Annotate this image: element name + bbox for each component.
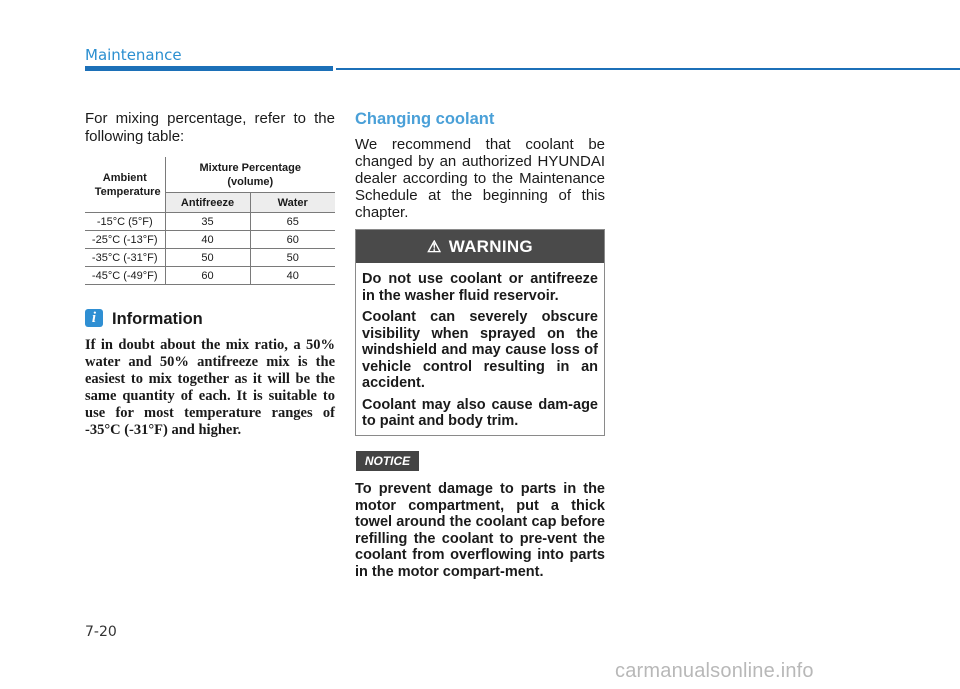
mixing-intro: For mixing percentage, refer to the following table:	[85, 110, 335, 145]
warning-paragraph: Do not use coolant or antifreeze in the washer fluid reservoir.	[362, 271, 598, 304]
notice-badge: NOTICE	[356, 451, 419, 471]
cell-temp: -45°C (-49°F)	[85, 267, 165, 285]
information-text: If in doubt about the mix ratio, a 50% water and 50% antifreeze mix is the easiest to mix together as it will be the same quantity of each. It is suitable to use for most temperature ranges of -35°C (-31°F) and higher.	[85, 337, 335, 438]
information-title: Information	[112, 310, 203, 328]
warning-triangle-icon: ⚠	[427, 238, 442, 256]
watermark-text: carmanualsonline.info	[615, 660, 814, 682]
cell-temp: -15°C (5°F)	[85, 213, 165, 231]
header-antifreeze: Antifreeze	[165, 193, 250, 213]
cell-antifreeze: 40	[165, 231, 250, 249]
table-row	[85, 231, 335, 249]
cell-antifreeze: 35	[165, 213, 250, 231]
changing-coolant-title: Changing coolant	[355, 110, 495, 128]
header-rule-thick	[85, 66, 333, 71]
cell-water: 60	[250, 231, 335, 249]
warning-label: WARNING	[448, 236, 533, 256]
table-row	[85, 249, 335, 267]
cell-water: 50	[250, 249, 335, 267]
info-icon: i	[85, 309, 103, 327]
warning-paragraph: Coolant can severely obscure visibility when sprayed on the windshield and may cause loss of vehicle control resulting in an accident.	[362, 309, 598, 391]
warning-header	[356, 230, 604, 263]
changing-coolant-intro: We recommend that coolant be changed by an authorized HYUNDAI dealer according to the Maintenance Schedule at the beginning of this chapter.	[355, 136, 605, 221]
page-number: 7-20	[85, 624, 117, 640]
table-row	[85, 213, 335, 231]
cell-antifreeze: 50	[165, 249, 250, 267]
warning-body	[356, 263, 604, 430]
header-rule-thin	[336, 68, 960, 70]
warning-paragraph: Coolant may also cause dam-age to paint and body trim.	[362, 396, 598, 429]
header-ambient: Ambient Temperature	[85, 157, 165, 213]
warning-box	[355, 229, 605, 436]
cell-temp: -35°C (-31°F)	[85, 249, 165, 267]
cell-temp: -25°C (-13°F)	[85, 231, 165, 249]
header-water: Water	[250, 193, 335, 213]
cell-antifreeze: 60	[165, 267, 250, 285]
section-title: Maintenance	[85, 46, 182, 64]
cell-water: 65	[250, 213, 335, 231]
table-row	[85, 267, 335, 285]
notice-text: To prevent damage to parts in the motor compartment, put a thick towel around the coolant cap before refilling the coolant to pre-vent the coolant from overflowing into parts in the motor compart-ment.	[355, 481, 605, 580]
mixture-table	[85, 157, 335, 285]
header-mixture: Mixture Percentage (volume)	[165, 157, 335, 193]
cell-water: 40	[250, 267, 335, 285]
